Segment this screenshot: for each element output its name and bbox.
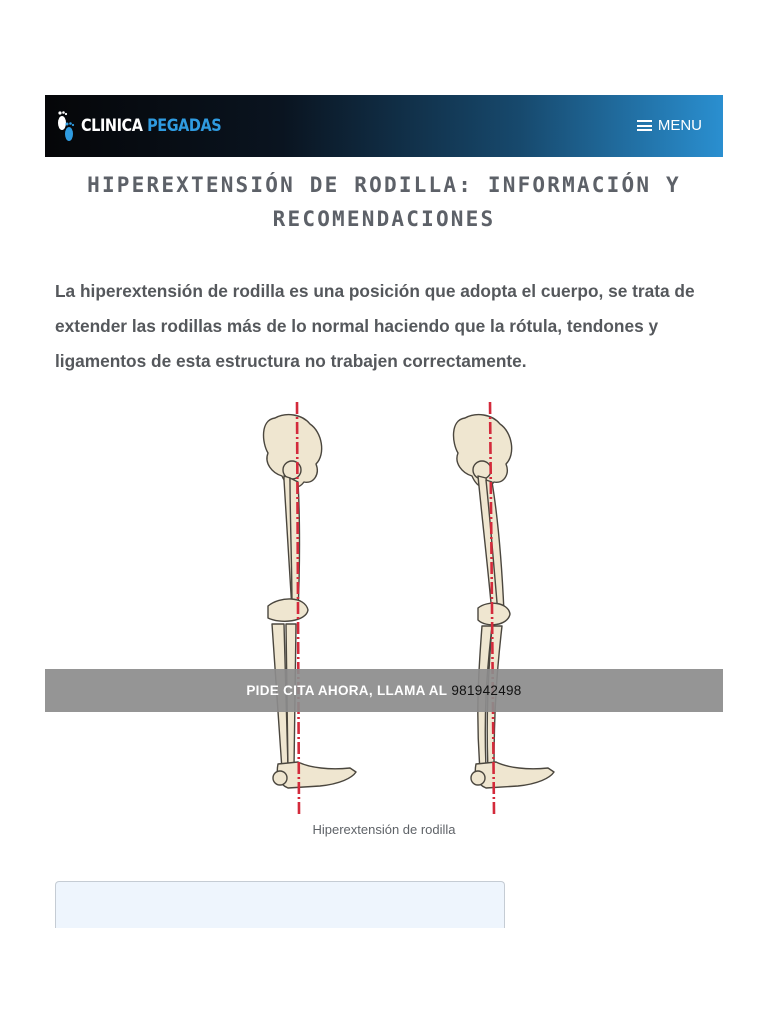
article-intro: La hiperextensión de rodilla es una posición que adopta el cuerpo, se trata de extender las rodillas más de lo normal haciendo que la rótula, tendones y ligamentos de esta estructura no trabajen correctamente. xyxy=(55,281,695,371)
cta-text: PIDE CITA AHORA, LLAMA AL xyxy=(246,683,448,698)
menu-button[interactable] xyxy=(637,117,702,134)
footprints-logo-icon xyxy=(55,108,77,144)
appointment-cta-bar[interactable] xyxy=(45,669,723,712)
figure-caption: Hiperextensión de rodilla xyxy=(312,822,456,837)
logo-word-clinica: CLINICA xyxy=(81,116,143,136)
site-header xyxy=(45,95,723,157)
logo-text xyxy=(81,116,221,136)
cta-phone-link[interactable]: 981942498 xyxy=(451,683,522,698)
hamburger-menu-icon xyxy=(637,120,652,131)
skeleton-normal-leg xyxy=(264,415,356,788)
skeleton-hyperextended-leg xyxy=(454,415,554,788)
menu-label: MENU xyxy=(657,117,702,134)
site-logo[interactable] xyxy=(55,107,246,145)
article-title: HIPEREXTENSIÓN DE RODILLA: INFORMACIÓN Y RECOMENDACIONES xyxy=(87,173,681,231)
logo-word-pegadas: PEGADAS xyxy=(147,116,222,136)
knee-hyperextension-figure xyxy=(180,398,590,818)
page-bottom-blank xyxy=(0,928,768,1024)
